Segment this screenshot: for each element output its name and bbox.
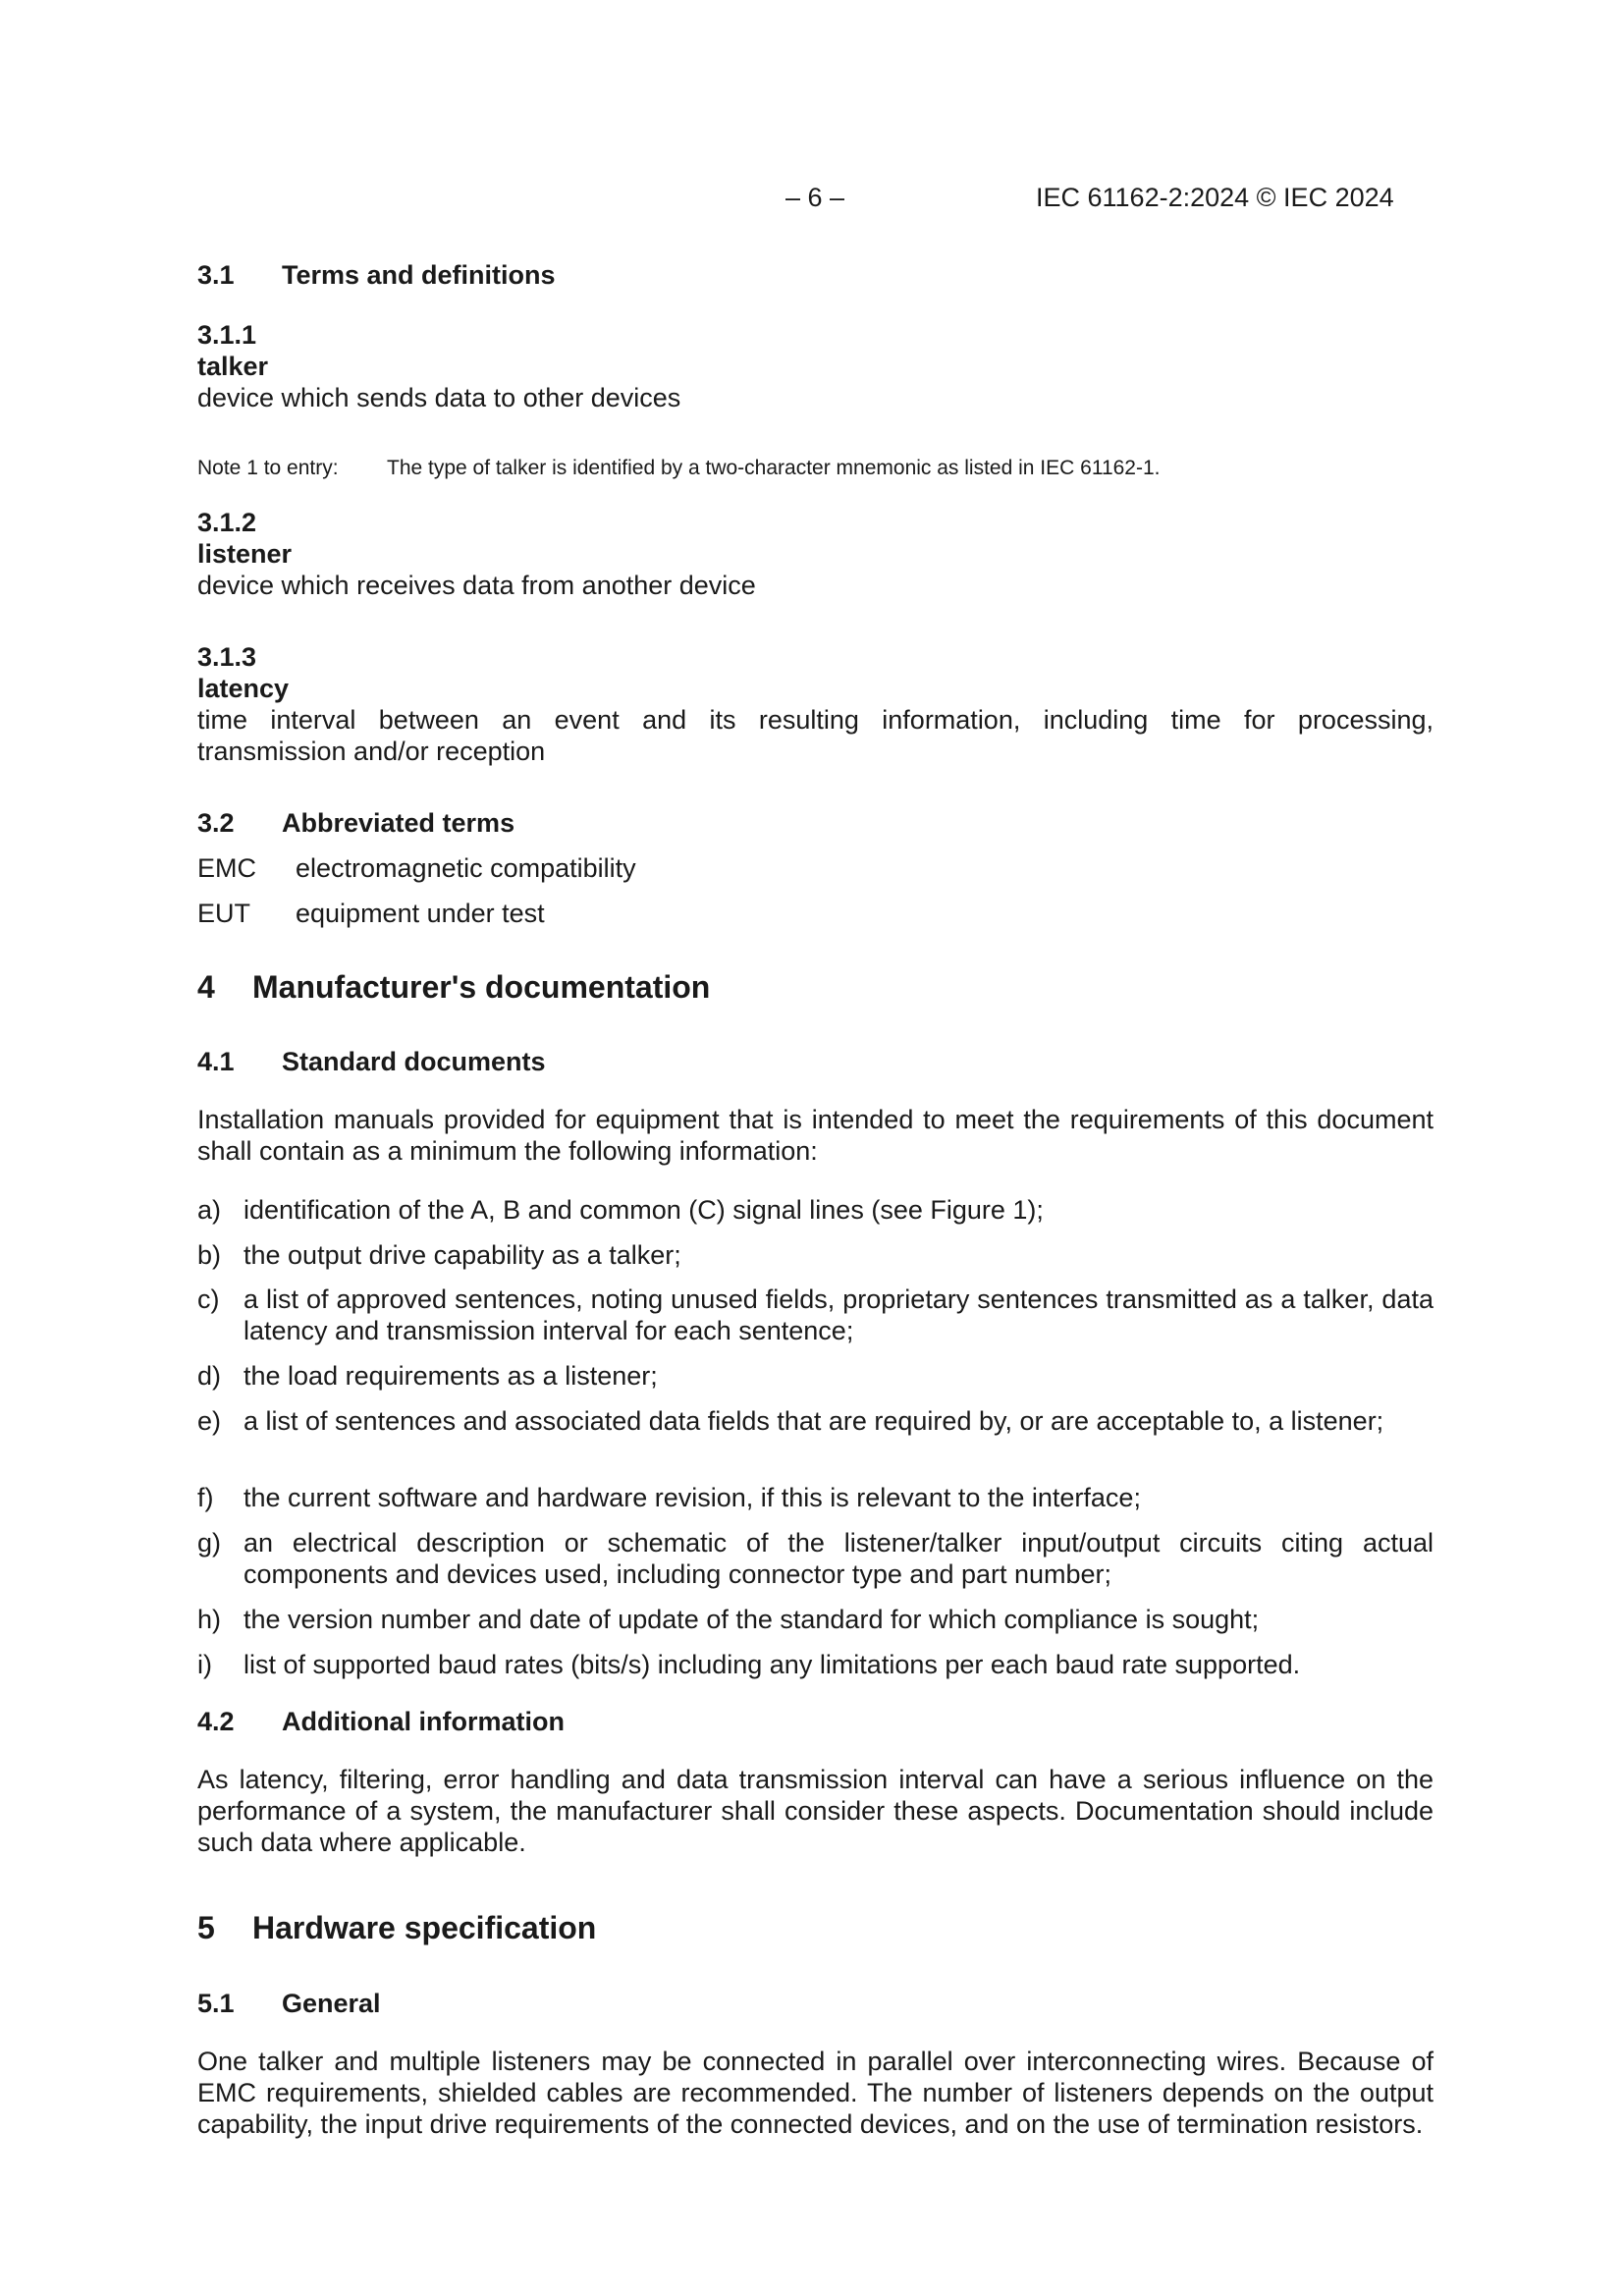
- note-text: The type of talker is identified by a two-character mnemonic as listed in IEC 61162-1.: [387, 457, 1161, 479]
- definition-text-line-1: time interval between an event and its resulting information, including time for processing,: [197, 705, 1434, 735]
- list-item-text: the version number and date of update of the standard for which compliance is sought;: [243, 1605, 1260, 1634]
- definition-term: talker: [197, 352, 269, 381]
- section-title: General: [282, 1989, 381, 2018]
- list-item: [197, 1284, 1434, 1346]
- section-number: 5: [197, 1910, 215, 1945]
- section-4-1-intro: Installation manuals provided for equipment that is intended to meet the requirements of this document shall contain as a minimum the following information:: [197, 1105, 1434, 1166]
- list-item-text: list of supported baud rates (bits/s) including any limitations per each baud rate supported.: [243, 1650, 1301, 1679]
- section-4-1-heading: [197, 1047, 546, 1077]
- definition-term: listener: [197, 539, 293, 569]
- list-item: [197, 1527, 1434, 1590]
- list-item-text: a list of approved sentences, noting unused fields, proprietary sentences transmitted as a talker, data latency and transmission interval for each sentence;: [243, 1285, 1434, 1345]
- list-item-text: identification of the A, B and common (C) signal lines (see Figure 1);: [243, 1195, 1044, 1225]
- list-item-label: b): [197, 1240, 222, 1270]
- list-item-label: i): [197, 1650, 212, 1679]
- section-number: 4.2: [197, 1707, 235, 1736]
- note-to-entry: [197, 457, 1161, 480]
- list-item: [197, 1239, 1434, 1271]
- section-4-heading: [197, 969, 710, 1006]
- list-item-label: a): [197, 1195, 222, 1225]
- section-number: 4: [197, 969, 215, 1005]
- definition-text: device which receives data from another device: [197, 571, 756, 600]
- definition-number: 3.1.1: [197, 320, 257, 350]
- list-item-label: d): [197, 1361, 222, 1391]
- list-item-text: a list of sentences and associated data fields that are required by, or are acceptable to, a listener;: [243, 1406, 1384, 1436]
- section-title: Additional information: [282, 1707, 565, 1736]
- section-number: 3.1: [197, 260, 235, 290]
- list-item: [197, 1360, 1434, 1392]
- section-4-2-text: As latency, filtering, error handling and data transmission interval can have a serious influence on the performance of a system, the manufacturer shall consider these aspects. Documentation should include such data where applicable.: [197, 1765, 1434, 1857]
- section-5-1-heading: [197, 1989, 381, 2019]
- section-number: 3.2: [197, 808, 235, 838]
- list-item: [197, 1194, 1434, 1226]
- abbreviation-meaning: equipment under test: [296, 899, 545, 928]
- standard-header: IEC 61162-2:2024 © IEC 2024: [1036, 183, 1394, 212]
- section-5-1-text: One talker and multiple listeners may be connected in parallel over interconnecting wires. Because of EMC requirements, shielded cables are recommended. The number of listeners depends on the output capability, the input drive requirements of the connected devices, and on the use of termination resistors.: [197, 2047, 1434, 2139]
- section-5-heading: [197, 1910, 596, 1946]
- definition-text: device which sends data to other devices: [197, 383, 681, 412]
- section-4-2-heading: [197, 1707, 565, 1737]
- list-item-label: e): [197, 1406, 222, 1436]
- list-item: [197, 1405, 1434, 1437]
- list-item-label: f): [197, 1483, 214, 1512]
- list-item: [197, 1482, 1434, 1513]
- section-number: 5.1: [197, 1989, 235, 2018]
- section-3-2-heading: [197, 808, 514, 839]
- definition-number: 3.1.2: [197, 508, 257, 537]
- list-item-text: an electrical description or schematic of the listener/talker input/output circuits citing actual components and devices used, including connector type and part number;: [243, 1528, 1434, 1589]
- page-number: – 6 –: [785, 183, 845, 212]
- abbreviation-code: EUT: [197, 899, 250, 928]
- list-item-label: g): [197, 1528, 222, 1558]
- note-label: Note 1 to entry:: [197, 457, 339, 479]
- list-item: [197, 1604, 1434, 1635]
- list-item: [197, 1649, 1434, 1680]
- definition-number: 3.1.3: [197, 642, 257, 672]
- section-3-1-heading: [197, 260, 556, 291]
- section-title: Terms and definitions: [282, 260, 556, 290]
- section-title: Standard documents: [282, 1047, 546, 1076]
- definition-term: latency: [197, 674, 290, 703]
- abbreviation-meaning: electromagnetic compatibility: [296, 853, 636, 883]
- list-item-text: the output drive capability as a talker;: [243, 1240, 681, 1270]
- list-item-label: c): [197, 1285, 220, 1314]
- abbreviation-row: [197, 899, 545, 929]
- section-number: 4.1: [197, 1047, 235, 1076]
- list-item-text: the current software and hardware revision, if this is relevant to the interface;: [243, 1483, 1141, 1512]
- section-title: Abbreviated terms: [282, 808, 515, 838]
- definition-text-line-2: transmission and/or reception: [197, 737, 546, 766]
- abbreviation-row: [197, 853, 636, 884]
- section-title: Manufacturer's documentation: [252, 969, 711, 1005]
- abbreviation-code: EMC: [197, 853, 256, 883]
- list-item-label: h): [197, 1605, 222, 1634]
- section-title: Hardware specification: [252, 1910, 597, 1945]
- list-item-text: the load requirements as a listener;: [243, 1361, 658, 1391]
